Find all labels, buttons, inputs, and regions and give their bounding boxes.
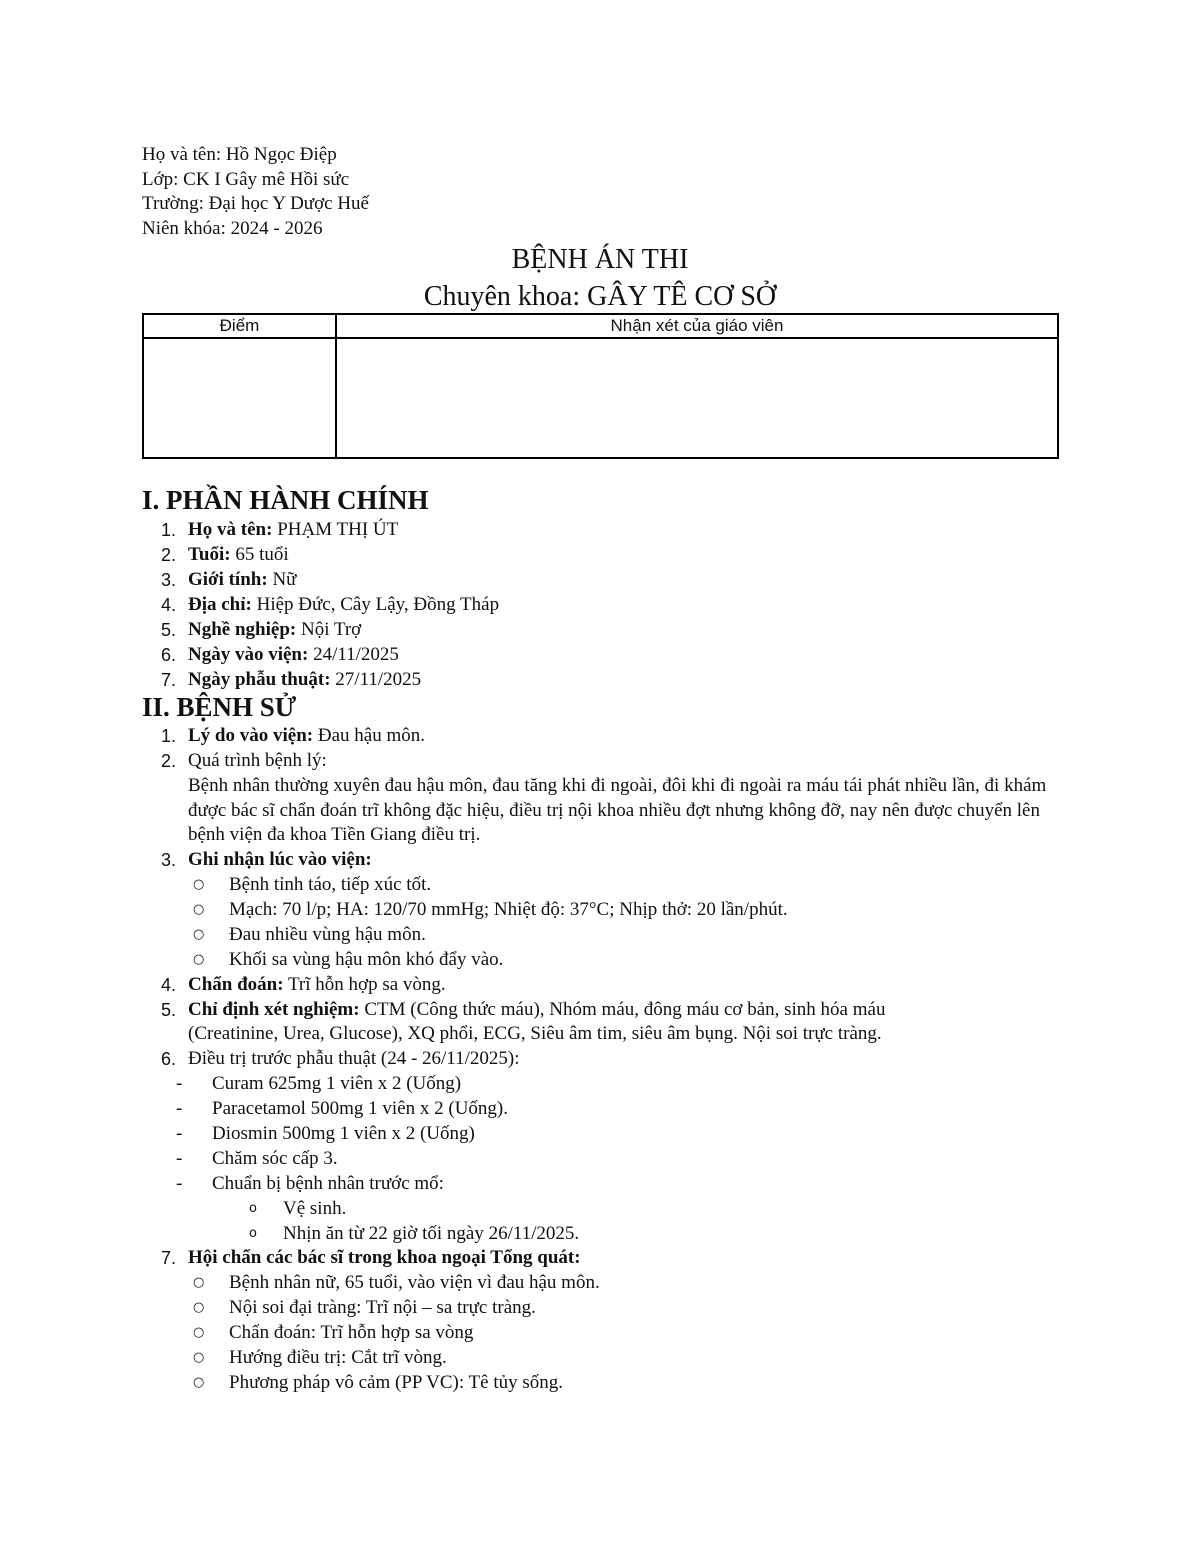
item-value: 27/11/2025 <box>330 669 422 690</box>
bullet-icon: ○ <box>193 1300 205 1315</box>
dash-marker: - <box>176 1073 183 1094</box>
item-number: 2. <box>160 545 176 565</box>
item-label: Tuổi: <box>188 544 231 565</box>
item-number: 4. <box>160 595 176 615</box>
comment-header: Nhận xét của giáo viên <box>336 314 1058 338</box>
item-label: Chỉ định xét nghiệm: <box>188 999 360 1020</box>
academic-year: Niên khóa: 2024 - 2026 <box>142 218 323 240</box>
item-value: CTM (Công thức máu), Nhóm máu, đông máu cơ bản, sinh hóa máu <box>359 999 886 1020</box>
student-school: Trường: Đại học Y Dược Huế <box>142 193 369 215</box>
bullet-text: Nhịn ăn từ 22 giờ tối ngày 26/11/2025. <box>283 1223 580 1244</box>
score-header: Điểm <box>143 314 336 338</box>
bullet-text: Vệ sinh. <box>283 1198 347 1219</box>
dash-marker: - <box>176 1148 183 1169</box>
student-name: Họ và tên: Hồ Ngọc Điệp <box>142 144 337 165</box>
item-label: Lý do vào viện: <box>188 725 314 746</box>
item-number: 6. <box>160 645 176 665</box>
illness-history-text: Bệnh nhân thường xuyên đau hậu môn, đau tăng khi đi ngoài, đôi khi đi ngoài ra máu tái phát nhiều lần, đi khám được bác sĩ chẩn đoán trĩ không đặc hiệu, điều trị nội khoa nhiều đợt nhưng không đỡ, nay nên được chuyển lên bệnh viện đa khoa Tiền Giang điều trị. <box>188 775 1047 846</box>
dash-marker: - <box>176 1098 183 1119</box>
dash-marker: - <box>176 1173 183 1194</box>
item-label: Ghi nhận lúc vào viện: <box>188 849 372 870</box>
item-value: Nữ <box>267 569 297 590</box>
item-number: 3. <box>160 570 176 590</box>
item-number: 5. <box>160 1000 176 1020</box>
score-cell <box>143 338 336 458</box>
item-number: 2. <box>160 751 176 771</box>
item-value: PHẠM THỊ ÚT <box>272 519 399 540</box>
item-number: 6. <box>160 1049 176 1069</box>
comment-cell <box>336 338 1058 458</box>
bullet-text: Đau nhiều vùng hậu môn. <box>229 924 426 945</box>
item-label: Quá trình bệnh lý: <box>188 750 327 771</box>
document-subtitle: Chuyên khoa: GÂY TÊ CƠ SỞ <box>423 281 777 312</box>
item-number: 3. <box>160 850 176 870</box>
item-label: Điều trị trước phẫu thuật (24 - 26/11/2025): <box>188 1048 520 1069</box>
bullet-text: Hướng điều trị: Cắt trĩ vòng. <box>229 1347 447 1368</box>
section-heading-history: II. BỆNH SỬ <box>142 692 297 722</box>
item-label: Họ và tên: <box>188 519 273 540</box>
bullet-text: Bệnh nhân nữ, 65 tuổi, vào viện vì đau hậu môn. <box>229 1272 600 1293</box>
dash-text: Paracetamol 500mg 1 viên x 2 (Uống). <box>212 1098 509 1119</box>
item-label: Hội chẩn các bác sĩ trong khoa ngoại Tổng quát: <box>188 1247 581 1268</box>
item-value: Trĩ hỗn hợp sa vòng. <box>283 974 446 995</box>
item-value: Nội Trợ <box>296 619 362 640</box>
item-number: 1. <box>160 520 176 540</box>
item-label: Chẩn đoán: <box>188 974 284 995</box>
item-value: 24/11/2025 <box>308 644 399 665</box>
item-label: Nghề nghiệp: <box>188 619 297 640</box>
bullet-text: Chẩn đoán: Trĩ hỗn hợp sa vòng <box>229 1322 474 1343</box>
section-heading-administrative: I. PHẦN HÀNH CHÍNH <box>142 485 429 515</box>
bullet-text: Khối sa vùng hậu môn khó đẩy vào. <box>229 949 504 970</box>
item-value: Hiệp Đức, Cây Lậy, Đồng Tháp <box>251 594 500 615</box>
student-info <box>142 143 369 242</box>
bullet-icon: ○ <box>193 1275 205 1290</box>
item-number: 5. <box>160 620 176 640</box>
dash-text: Chuẩn bị bệnh nhân trước mổ: <box>212 1173 444 1194</box>
item-value: Đau hậu môn. <box>313 725 425 746</box>
bullet-icon: ○ <box>193 902 205 917</box>
item-label: Giới tính: <box>188 569 268 590</box>
document-title: BỆNH ÁN THI <box>511 244 689 275</box>
bullet-icon: ○ <box>193 1350 205 1365</box>
item-number: 4. <box>160 975 176 995</box>
item-number: 7. <box>160 1248 176 1268</box>
bullet-text: Nội soi đại tràng: Trĩ nội – sa trực tràng. <box>229 1297 536 1318</box>
student-class: Lớp: CK I Gây mê Hồi sức <box>142 168 350 190</box>
bullet-icon: ○ <box>193 952 205 967</box>
bullet-text: Bệnh tỉnh táo, tiếp xúc tốt. <box>229 874 432 895</box>
item-label: Ngày phẫu thuật: <box>188 669 331 690</box>
item-label: Địa chỉ: <box>188 594 252 615</box>
dash-text: Curam 625mg 1 viên x 2 (Uống) <box>212 1073 462 1094</box>
bullet-icon: ○ <box>193 927 205 942</box>
item-value: 65 tuổi <box>230 544 289 565</box>
dash-text: Diosmin 500mg 1 viên x 2 (Uống) <box>212 1123 475 1144</box>
dash-marker: - <box>176 1123 183 1144</box>
bullet-icon: ○ <box>193 877 205 892</box>
bullet-text: Phương pháp vô cảm (PP VC): Tê tủy sống. <box>229 1372 564 1393</box>
bullet-text: Mạch: 70 l/p; HA: 120/70 mmHg; Nhiệt độ: 37°C; Nhịp thở: 20 lần/phút. <box>229 899 788 920</box>
bullet-icon: o <box>249 1226 257 1241</box>
item-label: Ngày vào viện: <box>188 644 309 665</box>
bullet-icon: ○ <box>193 1375 205 1390</box>
dash-text: Chăm sóc cấp 3. <box>212 1148 338 1169</box>
grade-table <box>142 313 1059 459</box>
item-value-continued: (Creatinine, Urea, Glucose), XQ phổi, ECG, Siêu âm tim, siêu âm bụng. Nội soi trực tràng. <box>188 1023 882 1044</box>
item-number: 1. <box>160 726 176 746</box>
bullet-icon: ○ <box>193 1325 205 1340</box>
bullet-icon: o <box>249 1201 257 1216</box>
item-number: 7. <box>160 670 176 690</box>
